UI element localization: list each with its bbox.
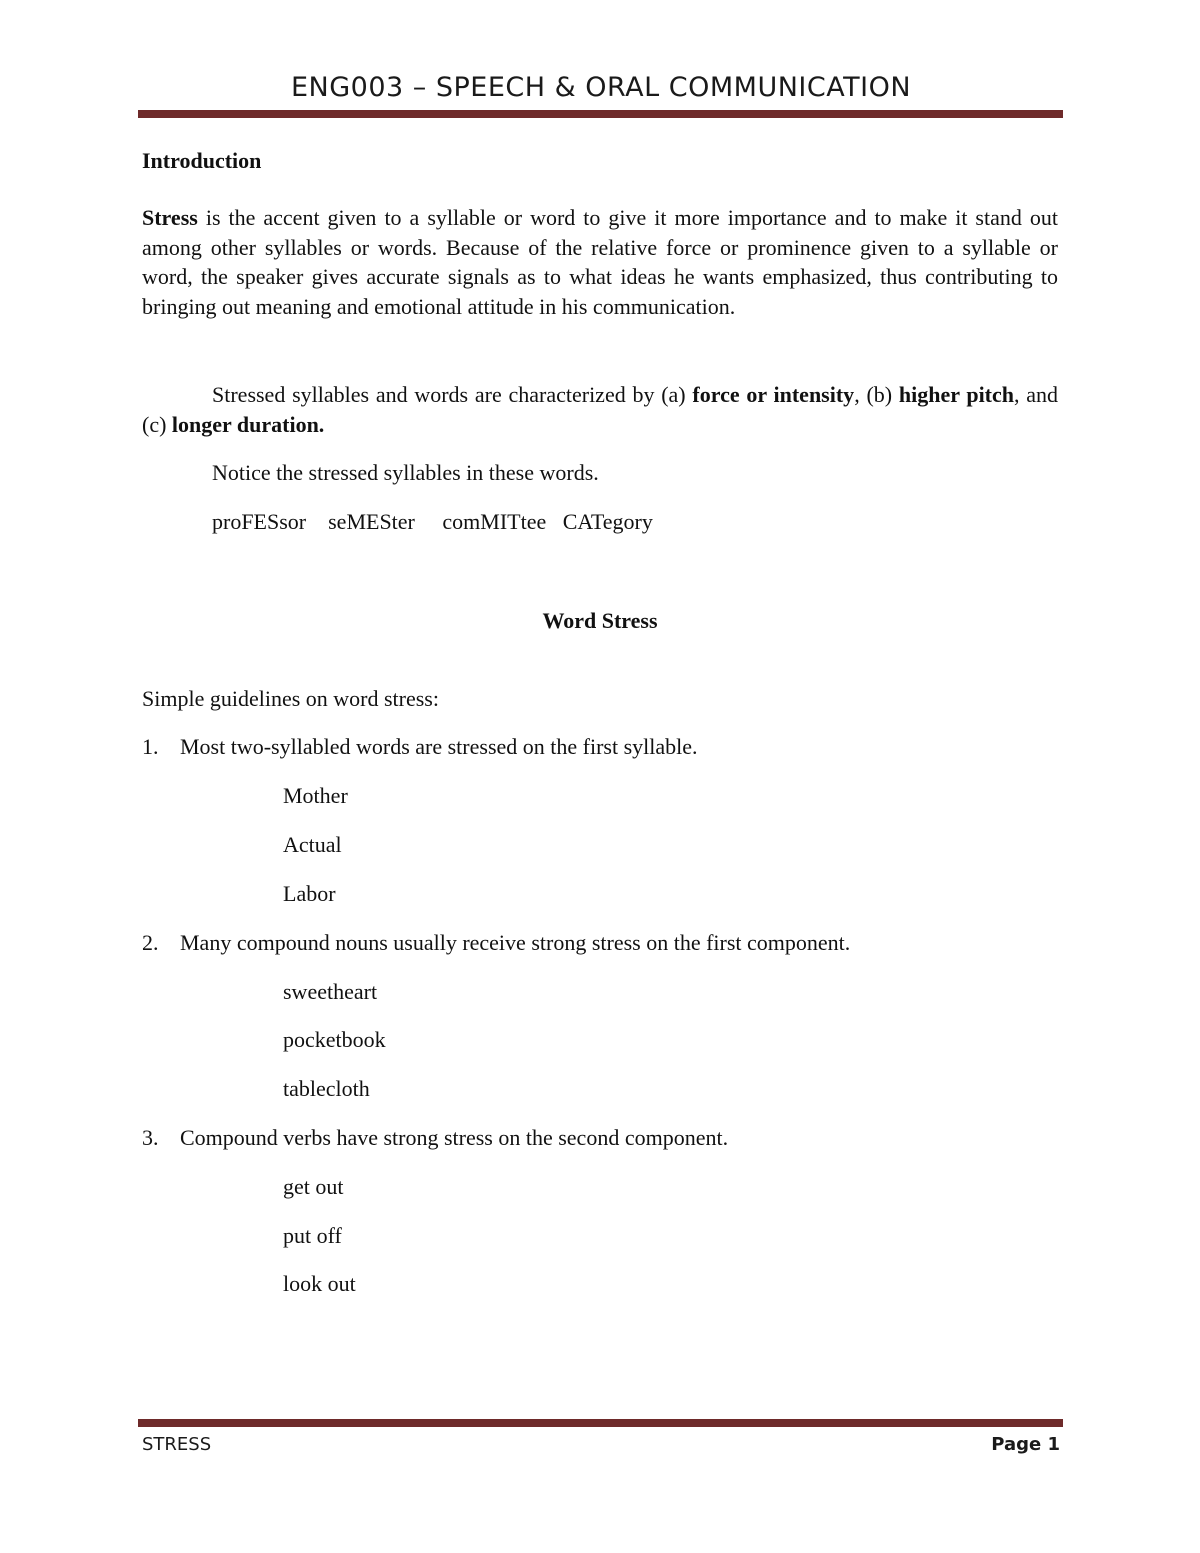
introduction-heading: Introduction [142,148,262,173]
intro-paragraph-1 [142,203,1058,321]
footer-rule [138,1419,1063,1427]
example-word: Mother [283,783,348,808]
example-word: Labor [283,881,336,906]
p2-longer-duration: longer duration. [171,411,325,437]
p2-force-intensity: force or intensity [692,382,855,407]
notice-line: Notice the stressed syllables in these words. [212,460,599,485]
header-rule [138,110,1063,118]
intro-paragraph-1-text: is the accent given to a syllable or word to give it more importance and to make it stand out among other syllables or words. Because of the relative force or prominence given to a syllable or word, the speaker gives accurate signals as to what ideas he wants emphasized, thus contributing to bringing out meaning and emotional attitude in his communication. [142,205,1058,319]
footer-section-label: STRESS [142,1434,212,1455]
example-word: pocketbook [283,1027,386,1052]
example-word: look out [283,1271,356,1296]
word-stress-heading: Word Stress [542,608,658,633]
header-title: ENG003 – SPEECH & ORAL COMMUNICATION [290,72,912,103]
example-word: get out [283,1174,344,1199]
guidelines-intro: Simple guidelines on word stress: [142,686,439,711]
example-word: tablecloth [283,1076,370,1101]
page-number: Page 1 [991,1434,1060,1455]
p2-part-c: , (b) [854,382,899,407]
p2-part-a: Stressed syllables and words are characterized by (a) [212,382,693,407]
rule-text: Many compound nouns usually receive strong stress on the first component. [180,930,851,955]
example-word: put off [283,1223,342,1248]
stress-term: Stress [142,205,198,230]
p2-part-e: , and (c) [142,382,1059,437]
rule-number: 3. [142,1125,159,1150]
p2-higher-pitch: higher pitch [898,382,1015,407]
intro-paragraph-2 [142,380,1058,439]
rule-number: 2. [142,930,159,955]
example-word: sweetheart [283,979,378,1004]
rule-number: 1. [142,734,159,759]
rule-text: Compound verbs have strong stress on the second component. [180,1125,729,1150]
stress-examples: proFESsor seMESter comMITtee CATegory [212,509,653,534]
example-word: Actual [283,832,342,857]
rule-text: Most two-syllabled words are stressed on the first syllable. [180,734,698,759]
